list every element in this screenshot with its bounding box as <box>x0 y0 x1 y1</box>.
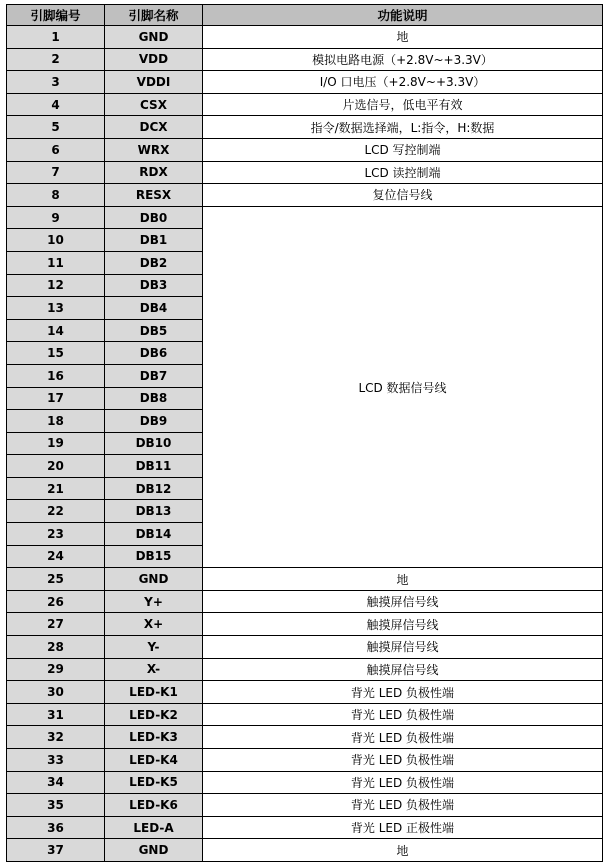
pin-name-cell: LED-K3 <box>105 726 203 749</box>
pin-number-cell: 30 <box>7 681 105 704</box>
pin-name-cell: LED-K1 <box>105 681 203 704</box>
pin-function-cell: 触摸屏信号线 <box>203 658 603 681</box>
table-row <box>7 771 603 794</box>
pin-name-cell: X+ <box>105 613 203 636</box>
pin-number-cell: 35 <box>7 794 105 817</box>
pin-name-cell: DCX <box>105 116 203 139</box>
table-row <box>7 613 603 636</box>
pin-function-cell: 片选信号，低电平有效 <box>203 93 603 116</box>
pin-function-cell: 复位信号线 <box>203 184 603 207</box>
table-row <box>7 794 603 817</box>
pin-number-cell: 31 <box>7 703 105 726</box>
pin-number-cell: 19 <box>7 432 105 455</box>
pin-function-cell: 背光 LED 负极性端 <box>203 681 603 704</box>
pin-number-cell: 18 <box>7 410 105 433</box>
pin-number-cell: 7 <box>7 161 105 184</box>
pin-function-cell: 背光 LED 负极性端 <box>203 771 603 794</box>
table-row <box>7 71 603 94</box>
table-row <box>7 161 603 184</box>
table-row <box>7 590 603 613</box>
pin-number-cell: 27 <box>7 613 105 636</box>
pin-name-cell: DB12 <box>105 477 203 500</box>
pin-name-cell: DB2 <box>105 251 203 274</box>
pin-number-cell: 11 <box>7 251 105 274</box>
pin-number-cell: 9 <box>7 206 105 229</box>
table-row <box>7 206 603 229</box>
pin-name-cell: DB15 <box>105 545 203 568</box>
table-row <box>7 48 603 71</box>
pin-function-cell: 背光 LED 正极性端 <box>203 816 603 839</box>
pin-function-cell: 地 <box>203 568 603 591</box>
pin-name-cell: GND <box>105 568 203 591</box>
pin-function-cell: 触摸屏信号线 <box>203 590 603 613</box>
pin-function-cell: 背光 LED 负极性端 <box>203 703 603 726</box>
pin-number-cell: 8 <box>7 184 105 207</box>
pin-name-cell: DB8 <box>105 387 203 410</box>
pin-number-cell: 5 <box>7 116 105 139</box>
table-row <box>7 93 603 116</box>
pin-name-cell: DB14 <box>105 523 203 546</box>
pin-function-cell: 地 <box>203 839 603 862</box>
pin-function-cell: LCD 读控制端 <box>203 161 603 184</box>
pin-number-cell: 32 <box>7 726 105 749</box>
pin-name-cell: DB6 <box>105 342 203 365</box>
pin-function-cell: 触摸屏信号线 <box>203 636 603 659</box>
pin-name-cell: DB1 <box>105 229 203 252</box>
pin-number-cell: 12 <box>7 274 105 297</box>
pin-function-cell: 触摸屏信号线 <box>203 613 603 636</box>
pin-number-cell: 21 <box>7 477 105 500</box>
pin-number-cell: 24 <box>7 545 105 568</box>
header-function: 功能说明 <box>203 5 603 26</box>
pin-number-cell: 2 <box>7 48 105 71</box>
pin-function-cell: 指令/数据选择端，L:指令，H:数据 <box>203 116 603 139</box>
pin-number-cell: 26 <box>7 590 105 613</box>
pin-name-cell: VDDI <box>105 71 203 94</box>
table-row <box>7 636 603 659</box>
pin-number-cell: 3 <box>7 71 105 94</box>
pin-name-cell: DB5 <box>105 319 203 342</box>
table-row <box>7 726 603 749</box>
header-pin-number: 引脚编号 <box>7 5 105 26</box>
pin-function-cell: 地 <box>203 26 603 49</box>
pin-table-container <box>6 4 603 862</box>
pin-number-cell: 22 <box>7 500 105 523</box>
pin-number-cell: 4 <box>7 93 105 116</box>
table-row <box>7 749 603 772</box>
pin-number-cell: 15 <box>7 342 105 365</box>
pin-number-cell: 37 <box>7 839 105 862</box>
pin-name-cell: VDD <box>105 48 203 71</box>
pin-number-cell: 29 <box>7 658 105 681</box>
pin-name-cell: RESX <box>105 184 203 207</box>
pin-number-cell: 23 <box>7 523 105 546</box>
pin-name-cell: DB3 <box>105 274 203 297</box>
pin-number-cell: 20 <box>7 455 105 478</box>
pin-function-cell: 背光 LED 负极性端 <box>203 726 603 749</box>
pin-name-cell: LED-K6 <box>105 794 203 817</box>
table-row <box>7 703 603 726</box>
table-row <box>7 839 603 862</box>
pin-function-cell: 背光 LED 负极性端 <box>203 794 603 817</box>
table-row <box>7 26 603 49</box>
table-row <box>7 681 603 704</box>
pin-number-cell: 36 <box>7 816 105 839</box>
pin-definition-table <box>6 4 603 862</box>
table-row <box>7 568 603 591</box>
pin-function-cell: 模拟电路电源（+2.8V~+3.3V） <box>203 48 603 71</box>
pin-name-cell: LED-A <box>105 816 203 839</box>
pin-name-cell: CSX <box>105 93 203 116</box>
pin-name-cell: DB0 <box>105 206 203 229</box>
pin-name-cell: Y+ <box>105 590 203 613</box>
pin-function-cell: LCD 数据信号线 <box>203 206 603 568</box>
table-row <box>7 184 603 207</box>
pin-name-cell: DB11 <box>105 455 203 478</box>
pin-name-cell: LED-K5 <box>105 771 203 794</box>
pin-number-cell: 13 <box>7 297 105 320</box>
pin-name-cell: GND <box>105 26 203 49</box>
pin-name-cell: LED-K4 <box>105 749 203 772</box>
pin-name-cell: X- <box>105 658 203 681</box>
pin-name-cell: DB4 <box>105 297 203 320</box>
pin-number-cell: 16 <box>7 364 105 387</box>
pin-number-cell: 28 <box>7 636 105 659</box>
pin-name-cell: Y- <box>105 636 203 659</box>
table-row <box>7 138 603 161</box>
pin-function-cell: I/O 口电压（+2.8V~+3.3V） <box>203 71 603 94</box>
pin-name-cell: WRX <box>105 138 203 161</box>
pin-name-cell: RDX <box>105 161 203 184</box>
pin-number-cell: 14 <box>7 319 105 342</box>
pin-function-cell: LCD 写控制端 <box>203 138 603 161</box>
pin-number-cell: 1 <box>7 26 105 49</box>
table-header-row <box>7 5 603 26</box>
table-body <box>7 26 603 862</box>
pin-name-cell: DB9 <box>105 410 203 433</box>
pin-name-cell: DB7 <box>105 364 203 387</box>
table-row <box>7 658 603 681</box>
pin-number-cell: 34 <box>7 771 105 794</box>
pin-name-cell: GND <box>105 839 203 862</box>
pin-function-cell: 背光 LED 负极性端 <box>203 749 603 772</box>
pin-number-cell: 33 <box>7 749 105 772</box>
pin-number-cell: 10 <box>7 229 105 252</box>
pin-name-cell: DB13 <box>105 500 203 523</box>
pin-number-cell: 17 <box>7 387 105 410</box>
header-pin-name: 引脚名称 <box>105 5 203 26</box>
table-row <box>7 116 603 139</box>
pin-number-cell: 25 <box>7 568 105 591</box>
pin-name-cell: LED-K2 <box>105 703 203 726</box>
pin-number-cell: 6 <box>7 138 105 161</box>
table-row <box>7 816 603 839</box>
pin-name-cell: DB10 <box>105 432 203 455</box>
